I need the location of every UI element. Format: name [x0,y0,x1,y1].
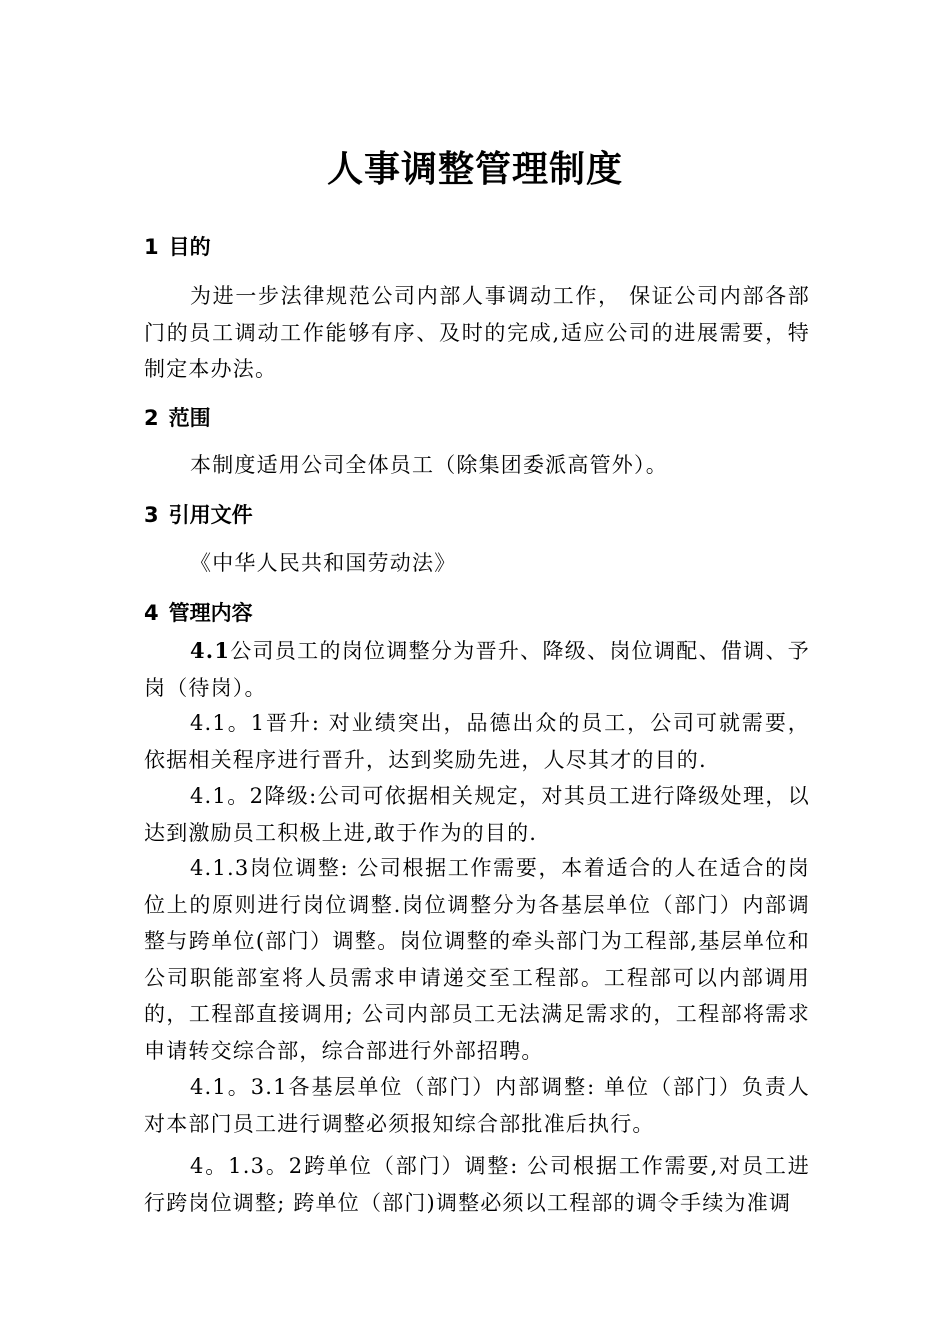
section-title: 管理内容 [168,601,253,625]
section-heading-4 [144,598,253,628]
section-number: 4 [144,601,159,625]
paragraph: 4.1。1晋升: 对业绩突出，品德出众的员工，公司可就需要，依据相关程序进行晋升，达到奖励先进，人尽其才的目的. [144,711,810,772]
section-title: 引用文件 [168,503,253,527]
clause-number: 4.1 [190,638,231,663]
section-number: 2 [144,406,159,430]
paragraph: 4.1。3.1各基层单位（部门）内部调整: 单位（部门）负责人对本部门员工进行调整必须报知综合部批准后执行。 [144,1075,810,1136]
paragraph: 本制度适用公司全体员工（除集团委派高管外）。 [190,453,668,477]
paragraph: 为进一步法律规范公司内部人事调动工作， 保证公司内部各部门的员工调动工作能够有序、及时的完成,适应公司的进展需要，特制定本办法。 [144,284,810,381]
section-title: 范围 [168,406,211,430]
section-heading-3 [144,500,253,530]
section-number: 3 [144,503,159,527]
section-heading-2 [144,403,211,433]
document-title: 人事调整管理制度 [326,149,623,190]
paragraph [144,633,810,706]
section-number: 1 [144,235,159,259]
paragraph: 4。1.3。2跨单位（部门）调整: 公司根据工作需要,对员工进行跨岗位调整; 跨单位（部门)调整必须以工程部的调令手续为准调 [144,1154,810,1215]
section-title: 目的 [168,235,211,259]
paragraph: 4.1。2降级:公司可依据相关规定，对其员工进行降级处理，以达到激励员工积极上进,敢于作为的目的. [144,784,810,845]
paragraph: 《中华人民共和国劳动法》 [190,551,457,575]
paragraph: 4.1.3岗位调整: 公司根据工作需要，本着适合的人在适合的岗位上的原则进行岗位调整.岗位调整分为各基层单位（部门）内部调整与跨单位(部门）调整。岗位调整的牵头部门为工程部,基层单位和公司职能部室将人员需求申请递交至工程部。工程部可以内部调用的，工程部直接调用; 公司内部员工无法满足需求的，工程部将需求申请转交综合部，综合部进行外部招聘。 [144,856,810,1063]
section-heading-1 [144,232,211,262]
clause-text: 公司员工的岗位调整分为晋升、降级、岗位调配、借调、予岗（待岗）。 [144,639,810,700]
